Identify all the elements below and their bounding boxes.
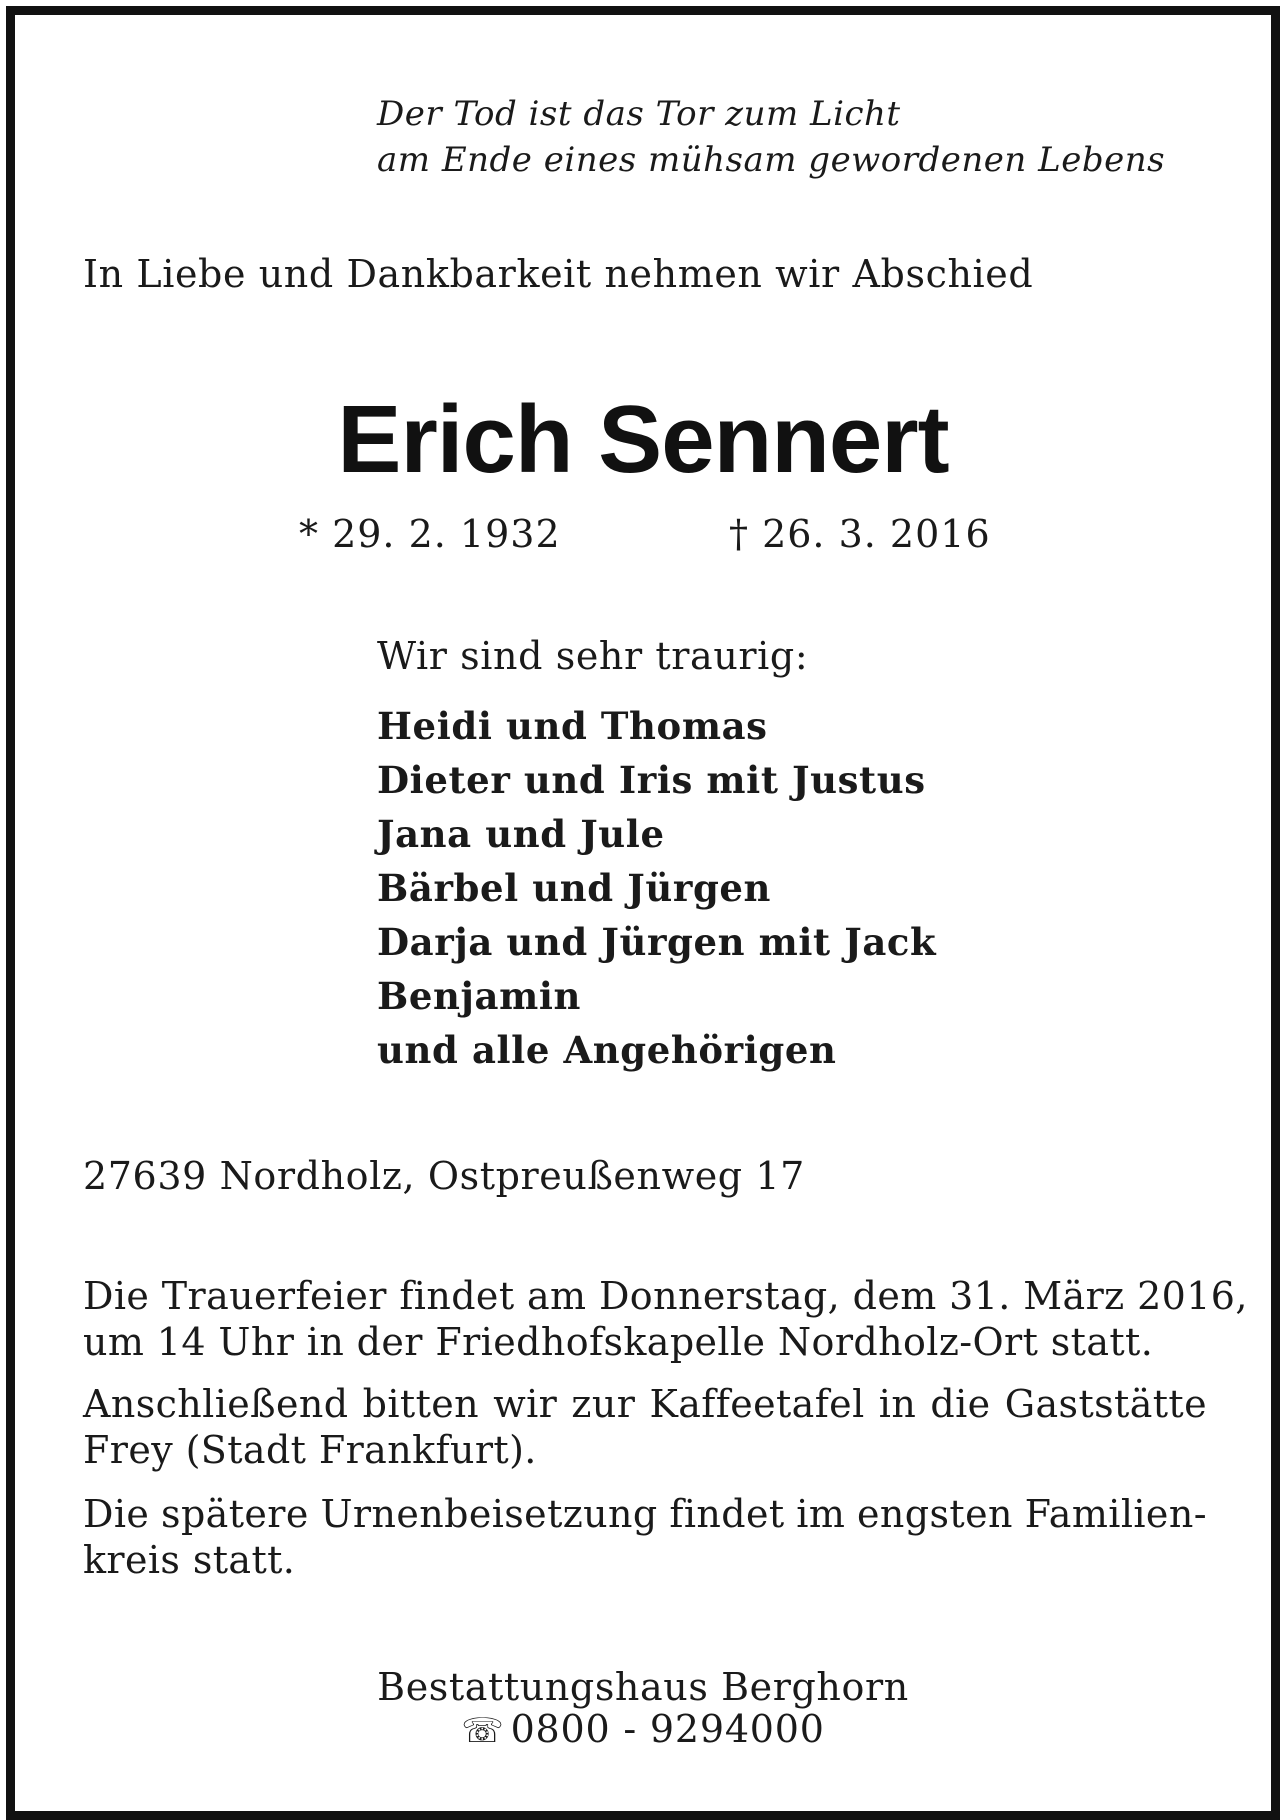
mourners-list (377, 699, 936, 1077)
paragraph-word: spätere (161, 1492, 309, 1536)
paragraph-word: Gaststätte (1004, 1382, 1207, 1426)
paragraph-word: bitten (362, 1382, 480, 1426)
paragraph-line: Die Trauerfeier findet am Donnerstag, dem 31. März 2016, (83, 1274, 1248, 1318)
paragraph-word: in (878, 1382, 917, 1426)
mourners-intro: Wir sind sehr traurig: (377, 634, 809, 678)
paragraph-word: Kaffeetafel (649, 1382, 865, 1426)
death-date: † 26. 3. 2016 (729, 512, 991, 556)
paragraph-line: Frey (Stadt Frankfurt). (83, 1428, 537, 1472)
mourner-name: Bärbel und Jürgen (377, 866, 772, 910)
reception-paragraph (83, 1381, 1207, 1473)
mourner-name: Dieter und Iris mit Justus (377, 758, 926, 802)
paragraph-word: Anschließend (83, 1382, 349, 1426)
paragraph-word: im (796, 1492, 846, 1536)
birth-date: * 29. 2. 1932 (299, 512, 561, 556)
funeral-home-phone (15, 1707, 1271, 1753)
paragraph-word: Familien- (1024, 1492, 1207, 1536)
paragraph-word: engsten (857, 1492, 1013, 1536)
paragraph-word: Urnenbeisetzung (320, 1492, 658, 1536)
motto (377, 91, 1165, 183)
paragraph-word: die (930, 1382, 991, 1426)
obituary-card (6, 6, 1280, 1820)
paragraph-line-justified (83, 1381, 1207, 1427)
mourner-name: und alle Angehörigen (377, 1028, 837, 1072)
paragraph-line: um 14 Uhr in der Friedhofskapelle Nordholz-Ort statt. (83, 1320, 1154, 1364)
mourner-name: Heidi und Thomas (377, 704, 768, 748)
deceased-name: Erich Sennert (337, 386, 949, 493)
paragraph-line-justified (83, 1491, 1207, 1537)
mourner-name: Benjamin (377, 974, 581, 1018)
mourner-name: Darja und Jürgen mit Jack (377, 920, 937, 964)
family-address: 27639 Nordholz, Ostpreußenweg 17 (83, 1154, 805, 1198)
paragraph-word: zur (571, 1382, 636, 1426)
paragraph-word: wir (493, 1382, 558, 1426)
paragraph-word: Die (83, 1492, 150, 1536)
urn-burial-paragraph (83, 1491, 1207, 1583)
paragraph-line: kreis statt. (83, 1538, 296, 1582)
phone-number: 0800 - 9294000 (510, 1707, 825, 1751)
mourner-name: Jana und Jule (377, 812, 665, 856)
paragraph-word: findet (669, 1492, 785, 1536)
farewell-intro: In Liebe und Dankbarkeit nehmen wir Abschied (83, 252, 1034, 296)
motto-line-1: Der Tod ist das Tor zum Licht (377, 94, 901, 134)
funeral-home-name: Bestattungshaus Berghorn (377, 1665, 909, 1709)
funeral-service-paragraph (83, 1273, 1248, 1365)
motto-line-2: am Ende eines mühsam gewordenen Lebens (377, 140, 1166, 180)
telephone-icon: ☏ (461, 1711, 505, 1751)
